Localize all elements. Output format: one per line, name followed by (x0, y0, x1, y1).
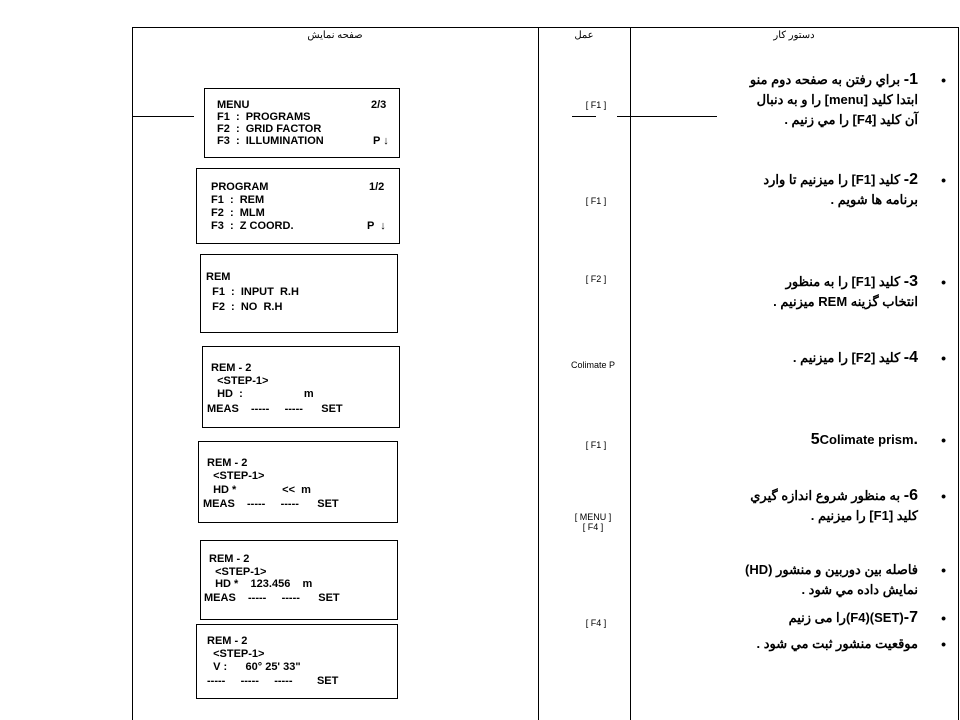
step-hd-display (638, 560, 918, 600)
bullet: • (941, 636, 946, 652)
step-number: 2- (903, 171, 918, 188)
step-3 (638, 272, 918, 312)
table-right-border (958, 27, 959, 720)
step-6 (638, 486, 918, 526)
screen-line: F1 : REM (211, 194, 265, 206)
screen-menu (204, 88, 400, 158)
screen-line: PROGRAM (211, 181, 269, 193)
rule-mid (572, 116, 596, 117)
screen-line: MEAS ----- ----- SET (207, 403, 343, 415)
action-label: [ MENU ] [ F4 ] (574, 512, 612, 532)
screen-line: REM - 2 (207, 457, 248, 469)
screen-rem2-measuring (198, 441, 398, 523)
screen-line: REM - 2 (207, 635, 248, 647)
step-prism-recorded (638, 634, 918, 654)
step-text: (SET)(F4)را می زنیم (788, 610, 904, 625)
step-7 (638, 608, 918, 628)
bullet: • (941, 562, 946, 578)
header-display: صفحه نمایش (307, 30, 363, 41)
step-text: موقعيت منشور ثبت مي شود . (756, 636, 918, 651)
step-text: براي رفتن به صفحه دوم منو ابتدا كليد [menu] را و به دنبال آن كليد [F4] را مي زنيم . (749, 72, 918, 127)
step-text: كليد [F1] را به منظور انتخاب گزينه REM ميزنيم . (773, 274, 918, 309)
bullet: • (941, 72, 946, 88)
screen-line: F1 : INPUT R.H (206, 286, 299, 298)
bullet: • (941, 274, 946, 290)
screen-line: F2 : GRID FACTOR (217, 123, 322, 135)
screen-rem2-result (200, 540, 398, 620)
screen-line: F2 : NO R.H (206, 301, 283, 313)
bullet: • (941, 488, 946, 504)
action-label: [ F2 ] (585, 274, 607, 284)
step-number: 4- (903, 349, 918, 366)
screen-rem (200, 254, 398, 333)
screen-line: MEAS ----- ----- SET (203, 498, 339, 510)
screen-line: <STEP-1> (207, 648, 265, 660)
step-text: به منظور شروع اندازه گيري كليد [F1] را ميزنيم . (750, 488, 918, 523)
action-label: [ F4 ] (585, 618, 607, 628)
step-4 (638, 348, 918, 368)
page-indicator: 1/2 (369, 181, 385, 193)
screen-line: REM - 2 (209, 553, 250, 565)
action-label: [ F1 ] (585, 440, 607, 450)
table-top-border (132, 27, 959, 28)
step-text: كليد [F2] را ميزنيم . (792, 350, 904, 365)
step-text: كليد [F1] را ميزنيم تا وارد برنامه ها شويم . (763, 172, 918, 207)
screen-rem2-empty (202, 346, 400, 428)
screen-program (196, 168, 400, 244)
screen-line: <STEP-1> (209, 566, 267, 578)
step-1 (638, 70, 918, 130)
step-5 (638, 430, 918, 450)
screen-line: MENU (217, 99, 250, 111)
screen-line: HD * 123.456 m (209, 578, 313, 590)
bullet: • (941, 610, 946, 626)
more-indicator: P ↓ (367, 220, 386, 232)
more-indicator: P ↓ (373, 135, 389, 147)
step-number: 1- (903, 71, 918, 88)
action-label: Colimate P (570, 360, 615, 370)
step-number: 6- (903, 487, 918, 504)
bullet: • (941, 172, 946, 188)
screen-line: HD : m (211, 388, 314, 400)
header-instruction: دستور کار (773, 30, 815, 41)
screen-line: <STEP-1> (211, 375, 269, 387)
screen-line: ----- ----- ----- SET (207, 675, 339, 687)
action-label: [ F1 ] (585, 196, 607, 206)
screen-line: MEAS ----- ----- SET (204, 592, 340, 604)
step-number: 7- (903, 609, 918, 626)
bullet: • (941, 432, 946, 448)
page-indicator: 2/3 (371, 99, 387, 111)
screen-line: F3 : Z COORD. (211, 220, 294, 232)
screen-line: REM (206, 271, 231, 283)
screen-line: V : 60° 25' 33" (207, 661, 301, 673)
rule-left (132, 116, 194, 117)
screen-line: REM - 2 (211, 362, 252, 374)
step-2 (638, 170, 918, 210)
table-left-border (132, 27, 133, 720)
screen-line: F3 : ILLUMINATION (217, 135, 324, 147)
step-text: Colimate prism (819, 432, 914, 447)
step-number: .5 (810, 431, 918, 448)
screen-line: <STEP-1> (207, 470, 265, 482)
step-number: 3- (903, 273, 918, 290)
screen-rem2-vertical (196, 624, 398, 699)
step-text: فاصله بين دوربين و منشور (HD) نمايش داده مي شود . (745, 562, 918, 597)
column-divider-1 (538, 27, 539, 720)
bullet: • (941, 350, 946, 366)
action-label: [ F1 ] (585, 100, 607, 110)
header-action: عمل (574, 30, 594, 41)
screen-line: F1 : PROGRAMS (217, 111, 311, 123)
screen-line: HD * << m (207, 484, 311, 496)
screen-line: F2 : MLM (211, 207, 265, 219)
column-divider-2 (630, 27, 631, 720)
